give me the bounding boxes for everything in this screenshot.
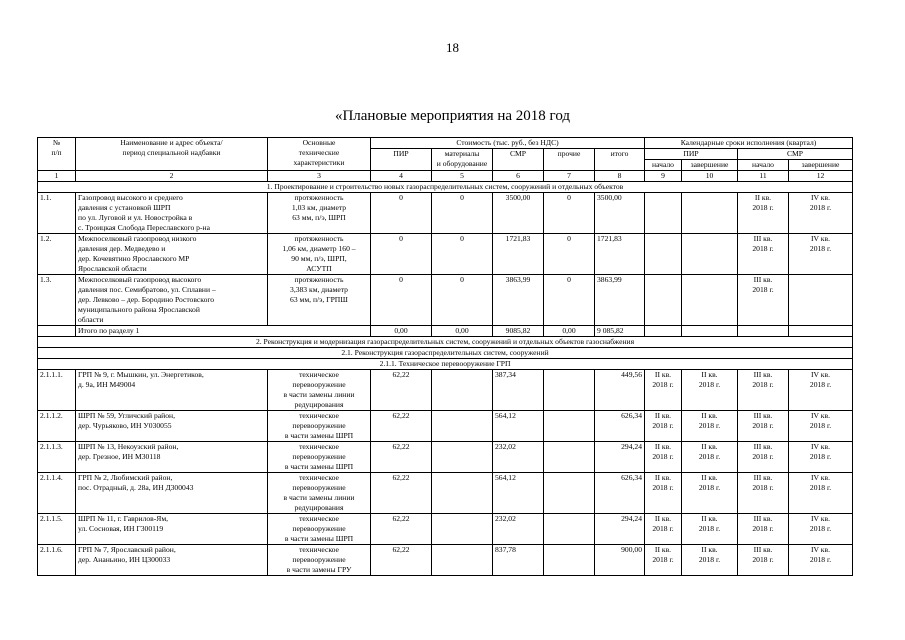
- cost-materials: [432, 473, 493, 514]
- cost-total: 294,24: [595, 514, 645, 545]
- cost-materials: [432, 514, 493, 545]
- tech-specs: техническое перевооружение в части замены ШРП: [268, 514, 371, 545]
- row-number: 1.3.: [38, 275, 76, 326]
- column-number: 9: [645, 171, 682, 182]
- pir-start: II кв. 2018 г.: [645, 545, 682, 576]
- cost-other: 0: [544, 275, 595, 326]
- pir-start: II кв. 2018 г.: [645, 442, 682, 473]
- cost-pir: 62,22: [371, 545, 432, 576]
- column-number: 6: [493, 171, 544, 182]
- cost-total: 3863,99: [595, 275, 645, 326]
- table-row: [38, 411, 853, 442]
- subtotal-row: [38, 326, 853, 337]
- tech-specs: техническое перевооружение в части замены линии редуцирования: [268, 473, 371, 514]
- smr-end: IV кв. 2018 г.: [789, 193, 853, 234]
- row-number: 2.1.1.2.: [38, 411, 76, 442]
- cost-smr: 564,12: [493, 473, 544, 514]
- smr-end: IV кв. 2018 г.: [789, 442, 853, 473]
- section-1-title: 1. Проектирование и строительство новых газораспределительных систем, сооружений и отдельных объектов: [38, 182, 853, 193]
- smr-start: III кв. 2018 г.: [738, 545, 789, 576]
- smr-start: III кв. 2018 г.: [738, 442, 789, 473]
- cost-pir: 62,22: [371, 370, 432, 411]
- table-row: [38, 275, 853, 326]
- cost-other: 0: [544, 234, 595, 275]
- cost-materials: [432, 370, 493, 411]
- cost-materials: [432, 442, 493, 473]
- header-cost: Стоимость (тыс. руб., без НДС): [371, 138, 645, 149]
- cost-materials: 0: [432, 275, 493, 326]
- pir-end: II кв. 2018 г.: [682, 514, 738, 545]
- pir-start: [645, 193, 682, 234]
- smr-start: III кв. 2018 г.: [738, 234, 789, 275]
- smr-end: IV кв. 2018 г.: [789, 411, 853, 442]
- column-number-row: [38, 171, 853, 182]
- subtotal-mat: 0,00: [432, 326, 493, 337]
- pir-end: II кв. 2018 г.: [682, 473, 738, 514]
- section-2-title: 2. Реконструкция и модернизация газораспределительных систем, сооружений и отдельных объектов газоснабжения: [38, 337, 853, 348]
- smr-start: III кв. 2018 г.: [738, 411, 789, 442]
- object-name: Газопровод высокого и среднего давления с установкой ШРП по ул. Луговой и ул. Новостройка в с. Троицкая Слобода Переславского р-на: [76, 193, 268, 234]
- header-materials: материалы и оборудование: [432, 149, 493, 171]
- row-number: 2.1.1.4.: [38, 473, 76, 514]
- cost-materials: [432, 411, 493, 442]
- document-title: «Плановые мероприятия на 2018 год: [334, 108, 571, 124]
- column-number: 2: [76, 171, 268, 182]
- row-number: 2.1.1.3.: [38, 442, 76, 473]
- cost-smr: 837,78: [493, 545, 544, 576]
- page-number: 18: [446, 40, 459, 55]
- tech-specs: протяженность 3,383 км, диаметр 63 мм, п/э, ГРПШ: [268, 275, 371, 326]
- subtotal-empty: [682, 326, 738, 337]
- cost-other: [544, 442, 595, 473]
- cost-other: 0: [544, 193, 595, 234]
- column-number: 8: [595, 171, 645, 182]
- cost-smr: 232,02: [493, 442, 544, 473]
- subtotal-empty: [789, 326, 853, 337]
- object-name: ШРП № 13, Некоузский район, дер. Грезное, ИН М30118: [76, 442, 268, 473]
- smr-end: IV кв. 2018 г.: [789, 473, 853, 514]
- tech-specs: техническое перевооружение в части замены ГРУ: [268, 545, 371, 576]
- table-row: [38, 545, 853, 576]
- smr-start: III кв. 2018 г.: [738, 370, 789, 411]
- tech-specs: протяженность 1,03 км, диаметр 63 мм, п/э, ШРП: [268, 193, 371, 234]
- table-row: [38, 234, 853, 275]
- cost-pir: 0: [371, 193, 432, 234]
- tech-specs: протяженность 1,06 км, диаметр 160 – 90 мм, п/э, ШРП, АСУТП: [268, 234, 371, 275]
- cost-smr: 3500,00: [493, 193, 544, 234]
- header-sched-smr: СМР: [738, 149, 853, 160]
- cost-smr: 1721,83: [493, 234, 544, 275]
- cost-other: [544, 545, 595, 576]
- object-name: ШРП № 11, г. Гаврилов-Ям, ул. Сосновая, ИН Г300119: [76, 514, 268, 545]
- smr-start: II кв. 2018 г.: [738, 193, 789, 234]
- header-row-1: [38, 138, 853, 149]
- column-number: 11: [738, 171, 789, 182]
- section-2-1-1: [38, 359, 853, 370]
- pir-end: II кв. 2018 г.: [682, 545, 738, 576]
- header-num: № п/п: [38, 138, 76, 171]
- row-number: 2.1.1.6.: [38, 545, 76, 576]
- column-number: 7: [544, 171, 595, 182]
- pir-start: II кв. 2018 г.: [645, 514, 682, 545]
- pir-start: II кв. 2018 г.: [645, 370, 682, 411]
- column-number: 4: [371, 171, 432, 182]
- object-name: ГРП № 9, г. Мышкин, ул. Энергетиков, д. 9а, ИН М49004: [76, 370, 268, 411]
- column-number: 3: [268, 171, 371, 182]
- pir-start: [645, 234, 682, 275]
- header-smr-end: завершение: [789, 160, 853, 171]
- column-number: 5: [432, 171, 493, 182]
- table-row: [38, 442, 853, 473]
- subtotal-smr: 9085,82: [493, 326, 544, 337]
- subtotal-empty: [738, 326, 789, 337]
- header-total: итого: [595, 149, 645, 171]
- cost-other: [544, 411, 595, 442]
- plan-table: [37, 137, 853, 576]
- cost-other: [544, 473, 595, 514]
- pir-start: II кв. 2018 г.: [645, 411, 682, 442]
- header-smr-start: начало: [738, 160, 789, 171]
- cost-total: 294,24: [595, 442, 645, 473]
- smr-end: IV кв. 2018 г.: [789, 370, 853, 411]
- table-row: [38, 514, 853, 545]
- header-pir: ПИР: [371, 149, 432, 171]
- smr-start: III кв. 2018 г.: [738, 473, 789, 514]
- row-number: 2.1.1.5.: [38, 514, 76, 545]
- header-smr: СМР: [493, 149, 544, 171]
- row-number: 1.2.: [38, 234, 76, 275]
- table-row: [38, 193, 853, 234]
- cost-total: 3500,00: [595, 193, 645, 234]
- column-number: 12: [789, 171, 853, 182]
- row-number: 2.1.1.1.: [38, 370, 76, 411]
- cost-smr: 3863,99: [493, 275, 544, 326]
- object-name: ГРП № 2, Любимский район, пос. Отрадный, д. 28а, ИН Д300043: [76, 473, 268, 514]
- object-name: ГРП № 7, Ярославский район, дер. Ананьино, ИН Ц300033: [76, 545, 268, 576]
- pir-end: II кв. 2018 г.: [682, 411, 738, 442]
- smr-end: IV кв. 2018 г.: [789, 514, 853, 545]
- section-2-1-1-title: 2.1.1. Техническое перевооружение ГРП: [38, 359, 853, 370]
- column-number: 1: [38, 171, 76, 182]
- cost-total: 449,56: [595, 370, 645, 411]
- cost-total: 1721,83: [595, 234, 645, 275]
- subtotal-other: 0,00: [544, 326, 595, 337]
- pir-end: [682, 193, 738, 234]
- subtotal-blank: [38, 326, 76, 337]
- cost-smr: 387,34: [493, 370, 544, 411]
- smr-start: III кв. 2018 г.: [738, 514, 789, 545]
- header-other: прочие: [544, 149, 595, 171]
- cost-pir: 62,22: [371, 473, 432, 514]
- cost-total: 626,34: [595, 473, 645, 514]
- smr-end: [789, 275, 853, 326]
- pir-start: II кв. 2018 г.: [645, 473, 682, 514]
- pir-end: II кв. 2018 г.: [682, 370, 738, 411]
- pir-end: II кв. 2018 г.: [682, 442, 738, 473]
- object-name: Межпоселковый газопровод высокого давления пос. Семибратово, ул. Сплавни – дер. Левково – дер. Бородино Ростовского муниципального района Ярославской области: [76, 275, 268, 326]
- subtotal-empty: [645, 326, 682, 337]
- subtotal-pir: 0,00: [371, 326, 432, 337]
- smr-end: IV кв. 2018 г.: [789, 234, 853, 275]
- object-name: Межпоселковый газопровод низкого давления дер. Медведево и дер. Кочевятино Ярославского МР Ярославской области: [76, 234, 268, 275]
- cost-smr: 232,02: [493, 514, 544, 545]
- subtotal-total: 9 085,82: [595, 326, 645, 337]
- smr-start: III кв. 2018 г.: [738, 275, 789, 326]
- pir-end: [682, 275, 738, 326]
- header-sched-pir: ПИР: [645, 149, 738, 160]
- cost-pir: 62,22: [371, 411, 432, 442]
- cost-other: [544, 370, 595, 411]
- cost-pir: 0: [371, 234, 432, 275]
- cost-other: [544, 514, 595, 545]
- section-2-1: [38, 348, 853, 359]
- header-schedule: Календарные сроки исполнения (квартал): [645, 138, 853, 149]
- cost-pir: 62,22: [371, 514, 432, 545]
- cost-materials: 0: [432, 193, 493, 234]
- pir-end: [682, 234, 738, 275]
- cost-pir: 0: [371, 275, 432, 326]
- column-number: 10: [682, 171, 738, 182]
- tech-specs: техническое перевооружение в части замены ШРП: [268, 442, 371, 473]
- header-pir-start: начало: [645, 160, 682, 171]
- cost-smr: 564,12: [493, 411, 544, 442]
- header-tech: Основные технические характеристики: [268, 138, 371, 171]
- table-row: [38, 370, 853, 411]
- cost-total: 900,00: [595, 545, 645, 576]
- subtotal-label: Итого по разделу 1: [76, 326, 371, 337]
- section-2: [38, 337, 853, 348]
- object-name: ШРП № 59, Угличский район, дер. Чурьяково, ИН У030055: [76, 411, 268, 442]
- cost-total: 626,34: [595, 411, 645, 442]
- cost-materials: 0: [432, 234, 493, 275]
- row-number: 1.1.: [38, 193, 76, 234]
- cost-pir: 62,22: [371, 442, 432, 473]
- table-row: [38, 473, 853, 514]
- section-1: [38, 182, 853, 193]
- tech-specs: техническое перевооружение в части замены линии редуцирования: [268, 370, 371, 411]
- smr-end: IV кв. 2018 г.: [789, 545, 853, 576]
- section-2-1-title: 2.1. Реконструкция газораспределительных систем, сооружений: [38, 348, 853, 359]
- tech-specs: техническое перевооружение в части замены ШРП: [268, 411, 371, 442]
- header-name: Наименование и адрес объекта/ период специальной надбавки: [76, 138, 268, 171]
- cost-materials: [432, 545, 493, 576]
- pir-start: [645, 275, 682, 326]
- header-pir-end: завершение: [682, 160, 738, 171]
